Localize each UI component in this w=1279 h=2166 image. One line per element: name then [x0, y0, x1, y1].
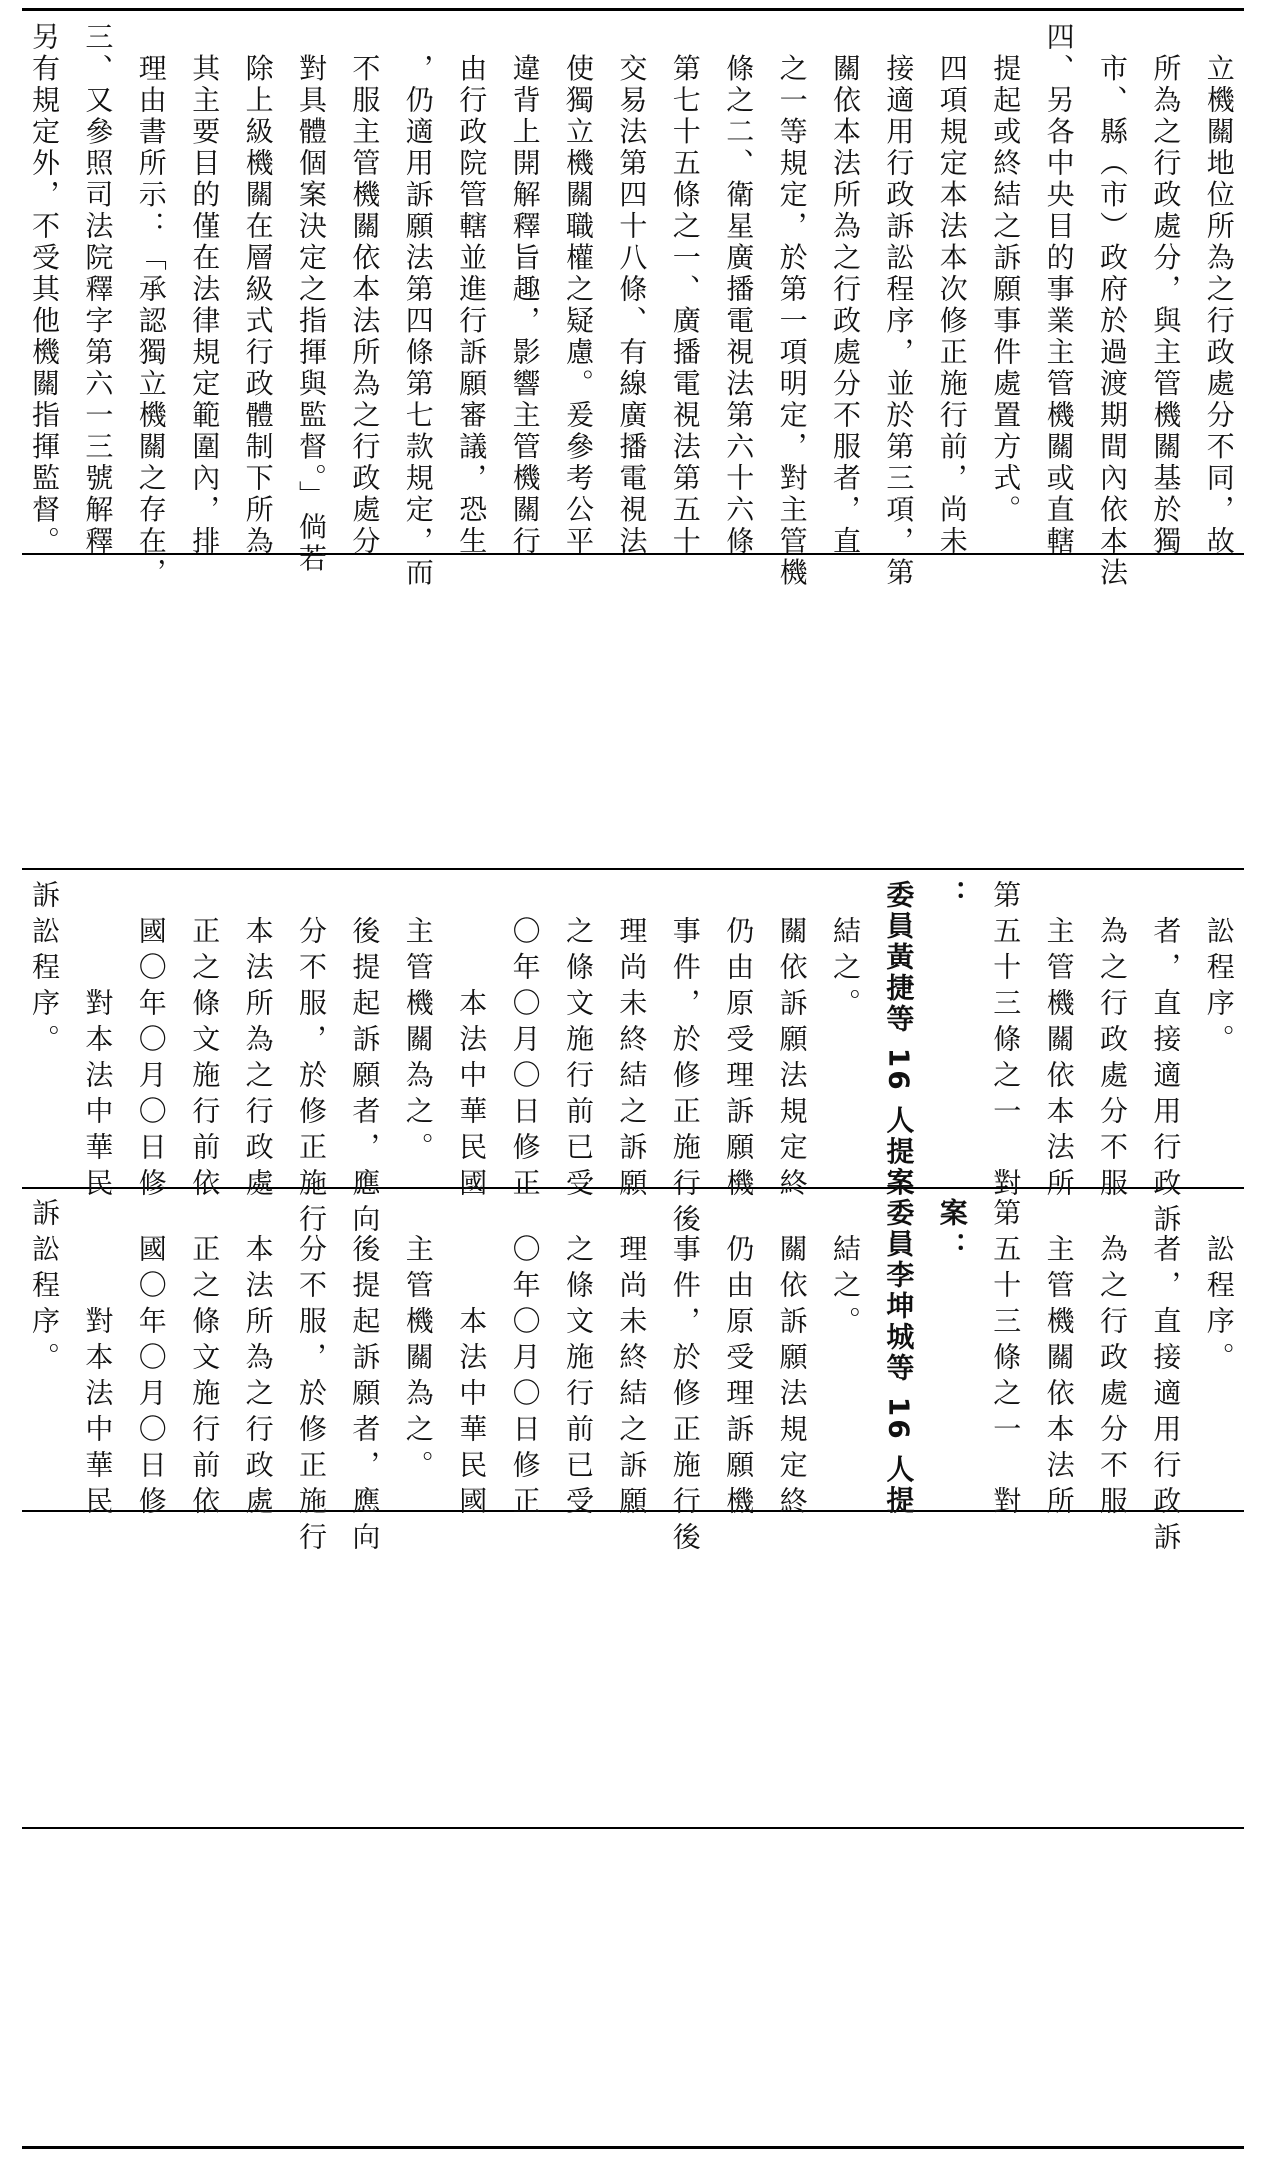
top-article-line: 主管機關依本法所: [1042, 1198, 1076, 1522]
explanation-line: 另有規定外，不受其他機關指揮監督。: [28, 22, 61, 558]
explanation-line: 不服主管機關依本法所為之行政處分: [348, 22, 382, 558]
top-proposer-line-2: 案：: [935, 1198, 969, 1266]
top-amendment-line: 對本法中華民: [81, 1198, 115, 1522]
explanation-line: 違背上開解釋旨趣，影響主管機關行: [508, 22, 542, 558]
top-amendment-line: 〇年〇月〇日修正: [508, 1198, 542, 1522]
middle-amendment-line: 訴訟程序。: [28, 880, 61, 1060]
top-amendment-line: 主管機關為之。: [401, 1198, 435, 1486]
row-divider-3: [22, 1187, 1244, 1189]
top-amendment-line: 本法所為之行政處: [241, 1198, 275, 1522]
explanation-line: 四、另各中央目的事業主管機關或直轄: [1042, 22, 1076, 558]
explanation-line: 三、又參照司法院釋字第六一三號解釋: [81, 22, 115, 558]
explanation-line: 提起或終結之訴願事件處置方式。: [989, 22, 1023, 526]
row-divider-4: [22, 1510, 1244, 1512]
explanation-line: 除上級機關在層級式行政體制下所為: [241, 22, 275, 558]
top-amendment-line: 關依訴願法規定終: [775, 1198, 809, 1522]
middle-article-line: 為之行政處分不服: [1096, 880, 1129, 1204]
middle-amendment-line: 之條文施行前已受: [562, 880, 595, 1204]
middle-amendment-line: 主管機關為之。: [401, 880, 435, 1168]
middle-article-line: 主管機關依本法所: [1042, 880, 1076, 1204]
explanation-line: 關依本法所為之行政處分不服者，直: [829, 22, 862, 558]
explanation-line: 其主要目的僅在法律規定範圍內，排: [188, 22, 222, 558]
top-amendment-line: 後提起訴願者，應向: [348, 1198, 382, 1558]
explanation-line: 使獨立機關職權之疑慮。爰參考公平: [562, 22, 595, 558]
middle-amendment-line: 仍由原受理訴願機: [722, 880, 756, 1204]
top-amendment-line: 訴訟程序。: [28, 1198, 61, 1378]
explanation-line: 市、縣（市）政府於過渡期間內依本法: [1096, 22, 1129, 589]
explanation-line: 交易法第四十八條、有線廣播電視法: [615, 22, 649, 558]
row-divider-2: [22, 868, 1244, 870]
middle-amendment-line: 對本法中華民: [81, 880, 115, 1204]
explanation-line: 四項規定本法本次修正施行前，尚未: [935, 22, 969, 558]
top-amendment-line: 之條文施行前已受: [562, 1198, 595, 1522]
top-amendment-line: 本法中華民國: [455, 1198, 489, 1522]
table-top-border: [22, 8, 1244, 11]
explanation-line: 條之二、衛星廣播電視法第六十六條: [722, 22, 756, 558]
top-proposer: 委員李坤城等 16 人提: [882, 1198, 916, 1517]
top-amendment-line: 事件，於修正施行後: [668, 1198, 702, 1558]
middle-amendment-line: 事件，於修正施行後: [668, 880, 702, 1240]
top-amendment-line: 結之。: [829, 1198, 862, 1342]
middle-amendment-line: 關依訴願法規定終: [775, 880, 809, 1204]
middle-amendment-line: 本法中華民國: [455, 880, 489, 1204]
explanation-line: 對具體個案決定之指揮與監督。」倘若: [295, 22, 328, 575]
row-divider-5: [22, 1827, 1244, 1829]
middle-amendment-line: 分不服，於修正施行: [295, 880, 328, 1240]
explanation-cell: [22, 18, 1244, 548]
explanation-line: 之一等規定，於第一項明定，對主管機: [775, 22, 809, 589]
explanation-line: ，仍適用訴願法第四條第七款規定，而: [401, 22, 435, 589]
top-amendment-line: 國〇年〇月〇日修: [134, 1198, 168, 1522]
middle-amendment-line: 〇年〇月〇日修正: [508, 880, 542, 1204]
middle-article-line: 者，直接適用行政訴: [1149, 880, 1183, 1240]
middle-proposer-colon: ：: [935, 880, 969, 914]
top-article-line: 訟程序。: [1202, 1198, 1236, 1378]
middle-amendment-line: 理尚未終結之訴願: [615, 880, 649, 1204]
middle-amendment-line: 本法所為之行政處: [241, 880, 275, 1204]
table-bottom-border: [22, 2146, 1244, 2149]
top-article-line: 第五十三條之一 對: [989, 1198, 1023, 1522]
top-article-line: 為之行政處分不服: [1096, 1198, 1129, 1522]
middle-amendment-line: 國〇年〇月〇日修: [134, 880, 168, 1204]
top-amendment-line: 分不服，於修正施行: [295, 1198, 328, 1558]
middle-amendment-line: 結之。: [829, 880, 862, 1024]
explanation-line: 由行政院管轄並進行訴願審議，恐生: [455, 22, 489, 558]
top-article-line: 者，直接適用行政訴: [1149, 1198, 1183, 1558]
middle-amendment-line: 正之條文施行前依: [188, 880, 222, 1204]
top-amendment-line: 仍由原受理訴願機: [722, 1198, 756, 1522]
middle-article-line: 訟程序。: [1202, 880, 1236, 1060]
explanation-line: 立機關地位所為之行政處分不同，故: [1202, 22, 1236, 558]
middle-amendment-line: 後提起訴願者，應向: [348, 880, 382, 1240]
explanation-line: 第七十五條之一、廣播電視法第五十: [668, 22, 702, 558]
top-amendment-line: 正之條文施行前依: [188, 1198, 222, 1522]
top-amendment-line: 理尚未終結之訴願: [615, 1198, 649, 1522]
explanation-line: 接適用行政訴訟程序，並於第三項，第: [882, 22, 916, 589]
middle-article-line: 第五十三條之一 對: [989, 880, 1023, 1204]
row-divider-1: [22, 553, 1244, 555]
explanation-line: 所為之行政處分，與主管機關基於獨: [1149, 22, 1183, 558]
middle-proposer: 委員黃捷等 16 人提案: [882, 880, 916, 1199]
explanation-line: 理由書所示：「承認獨立機關之存在，: [134, 22, 168, 589]
